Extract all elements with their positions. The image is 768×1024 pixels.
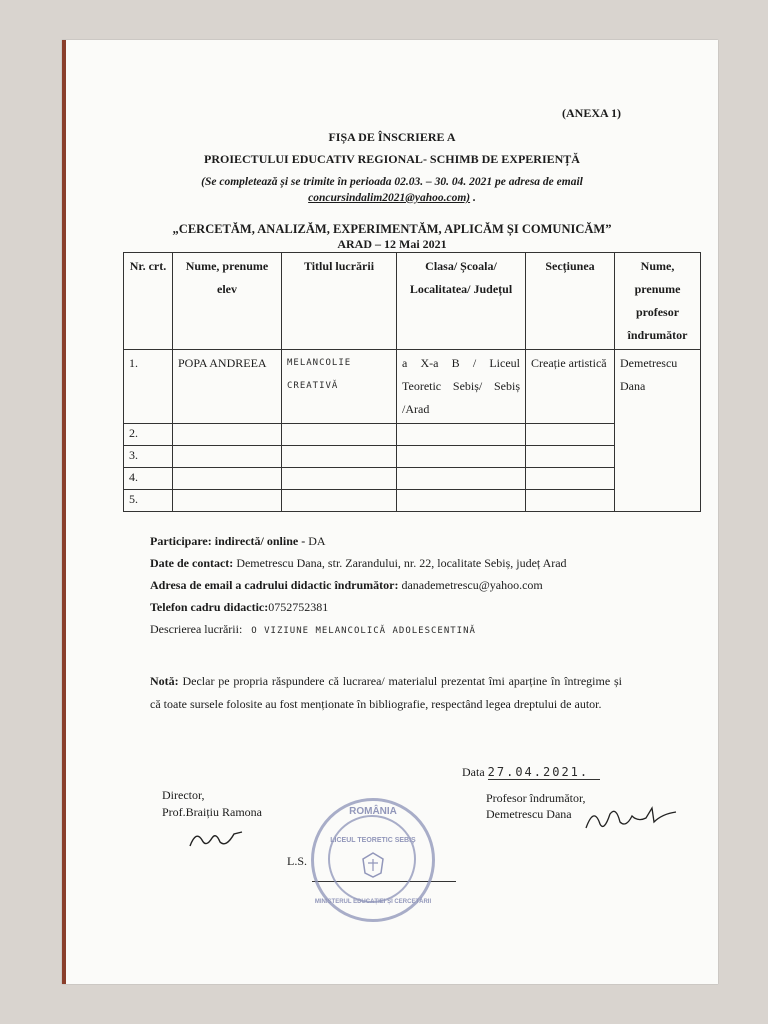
participare-line bbox=[150, 530, 670, 552]
header-nr: Nr. crt. bbox=[124, 253, 173, 350]
table-header-row bbox=[124, 253, 701, 350]
note-text: Declar pe propria răspundere că lucrarea/ materialul prezentat îmi aparține în întregime și că toate sursele folosite au fost menționate în bibliografie, respectând legea dreptului de autor. bbox=[150, 674, 622, 711]
cell-nr: 3. bbox=[124, 446, 173, 468]
registration-table bbox=[123, 252, 701, 512]
phone-line bbox=[150, 596, 670, 618]
professor-signature bbox=[580, 802, 680, 836]
header-clasa: Clasa/ Școala/ Localitatea/ Județul bbox=[397, 253, 526, 350]
email-value: danademetrescu@yahoo.com bbox=[398, 578, 543, 592]
project-title: PROIECTULUI EDUCATIV REGIONAL- SCHIMB DE EXPERIENȚĂ bbox=[204, 152, 580, 166]
coat-of-arms-icon bbox=[359, 851, 387, 879]
professor-title: Profesor îndrumător, bbox=[486, 791, 586, 805]
participare-label: Participare: indirectă/ online - bbox=[150, 534, 306, 548]
note-label: Notă: bbox=[150, 674, 179, 688]
submission-email-line bbox=[66, 192, 718, 204]
event-title: „CERCETĂM, ANALIZĂM, EXPERIMENTĂM, APLICĂM ȘI COMUNICĂM” bbox=[172, 222, 612, 236]
table-row bbox=[124, 468, 701, 490]
cell-nr: 1. bbox=[124, 350, 173, 424]
official-stamp bbox=[311, 798, 435, 922]
director-name: Prof.Braițiu Ramona bbox=[162, 805, 262, 819]
stamp-ministry: MINISTERUL EDUCAȚIEI ȘI CERCETĂRII bbox=[314, 899, 432, 905]
annex-label: (ANEXA 1) bbox=[562, 106, 621, 120]
table-row bbox=[124, 424, 701, 446]
header-nume: Nume, prenume elev bbox=[173, 253, 282, 350]
document-page bbox=[62, 40, 718, 984]
date-label: Data bbox=[462, 765, 485, 779]
cell-clasa: a X-a B / Liceul Teoretic Sebiș/ Sebiș /Arad bbox=[397, 350, 526, 424]
contact-value: Demetrescu Dana, str. Zarandului, nr. 22, localitate Sebiș, județ Arad bbox=[233, 556, 567, 570]
submission-email-suffix: . bbox=[470, 192, 476, 204]
director-title: Director, bbox=[162, 788, 205, 802]
cell-profesor: Demetrescu Dana bbox=[615, 350, 701, 512]
participare-value: DA bbox=[305, 534, 326, 548]
cell-sectiunea: Creație artistică bbox=[526, 350, 615, 424]
info-block bbox=[150, 530, 670, 642]
table-row bbox=[124, 490, 701, 512]
header-titlu: Titlul lucrării bbox=[282, 253, 397, 350]
cell-nr: 2. bbox=[124, 424, 173, 446]
date-value: 27.04.2021. bbox=[488, 765, 600, 780]
event-place-date: ARAD – 12 Mai 2021 bbox=[337, 237, 447, 251]
ls-label: L.S. bbox=[287, 854, 308, 868]
declaration-note bbox=[150, 670, 622, 716]
cell-nr: 5. bbox=[124, 490, 173, 512]
date-line bbox=[462, 765, 600, 780]
email-line bbox=[150, 574, 670, 596]
description-label: Descrierea lucrării: bbox=[150, 622, 243, 636]
header-profesor: Nume, prenume profesor îndrumător bbox=[615, 253, 701, 350]
contact-line bbox=[150, 552, 670, 574]
contact-label: Date de contact: bbox=[150, 556, 234, 570]
phone-value: 0752752381 bbox=[268, 600, 329, 614]
submission-note: (Se completează și se trimite în perioada 02.03. – 30. 04. 2021 pe adresa de email bbox=[201, 176, 583, 188]
stamp-country: ROMÂNIA bbox=[349, 806, 397, 817]
director-signature bbox=[186, 826, 246, 856]
phone-label: Telefon cadru didactic: bbox=[150, 600, 269, 614]
professor-name: Demetrescu Dana bbox=[486, 807, 572, 821]
form-title: FIȘA DE ÎNSCRIERE A bbox=[328, 130, 456, 144]
cell-nr: 4. bbox=[124, 468, 173, 490]
email-label: Adresa de email a cadrului didactic îndrumător: bbox=[150, 578, 399, 592]
description-value: O VIZIUNE MELANCOLICĂ ADOLESCENTINĂ bbox=[251, 626, 476, 636]
header-sectiunea: Secțiunea bbox=[526, 253, 615, 350]
stamp-school: LICEUL TEORETIC SEBIȘ bbox=[330, 837, 416, 844]
submission-email: concursindalim2021@yahoo.com) bbox=[308, 192, 471, 204]
cell-titlu: MELANCOLIE CREATIVĂ bbox=[282, 350, 397, 424]
table-row bbox=[124, 350, 701, 424]
cell-nume: POPA ANDREEA bbox=[173, 350, 282, 424]
table-row bbox=[124, 446, 701, 468]
description-line bbox=[150, 618, 670, 642]
